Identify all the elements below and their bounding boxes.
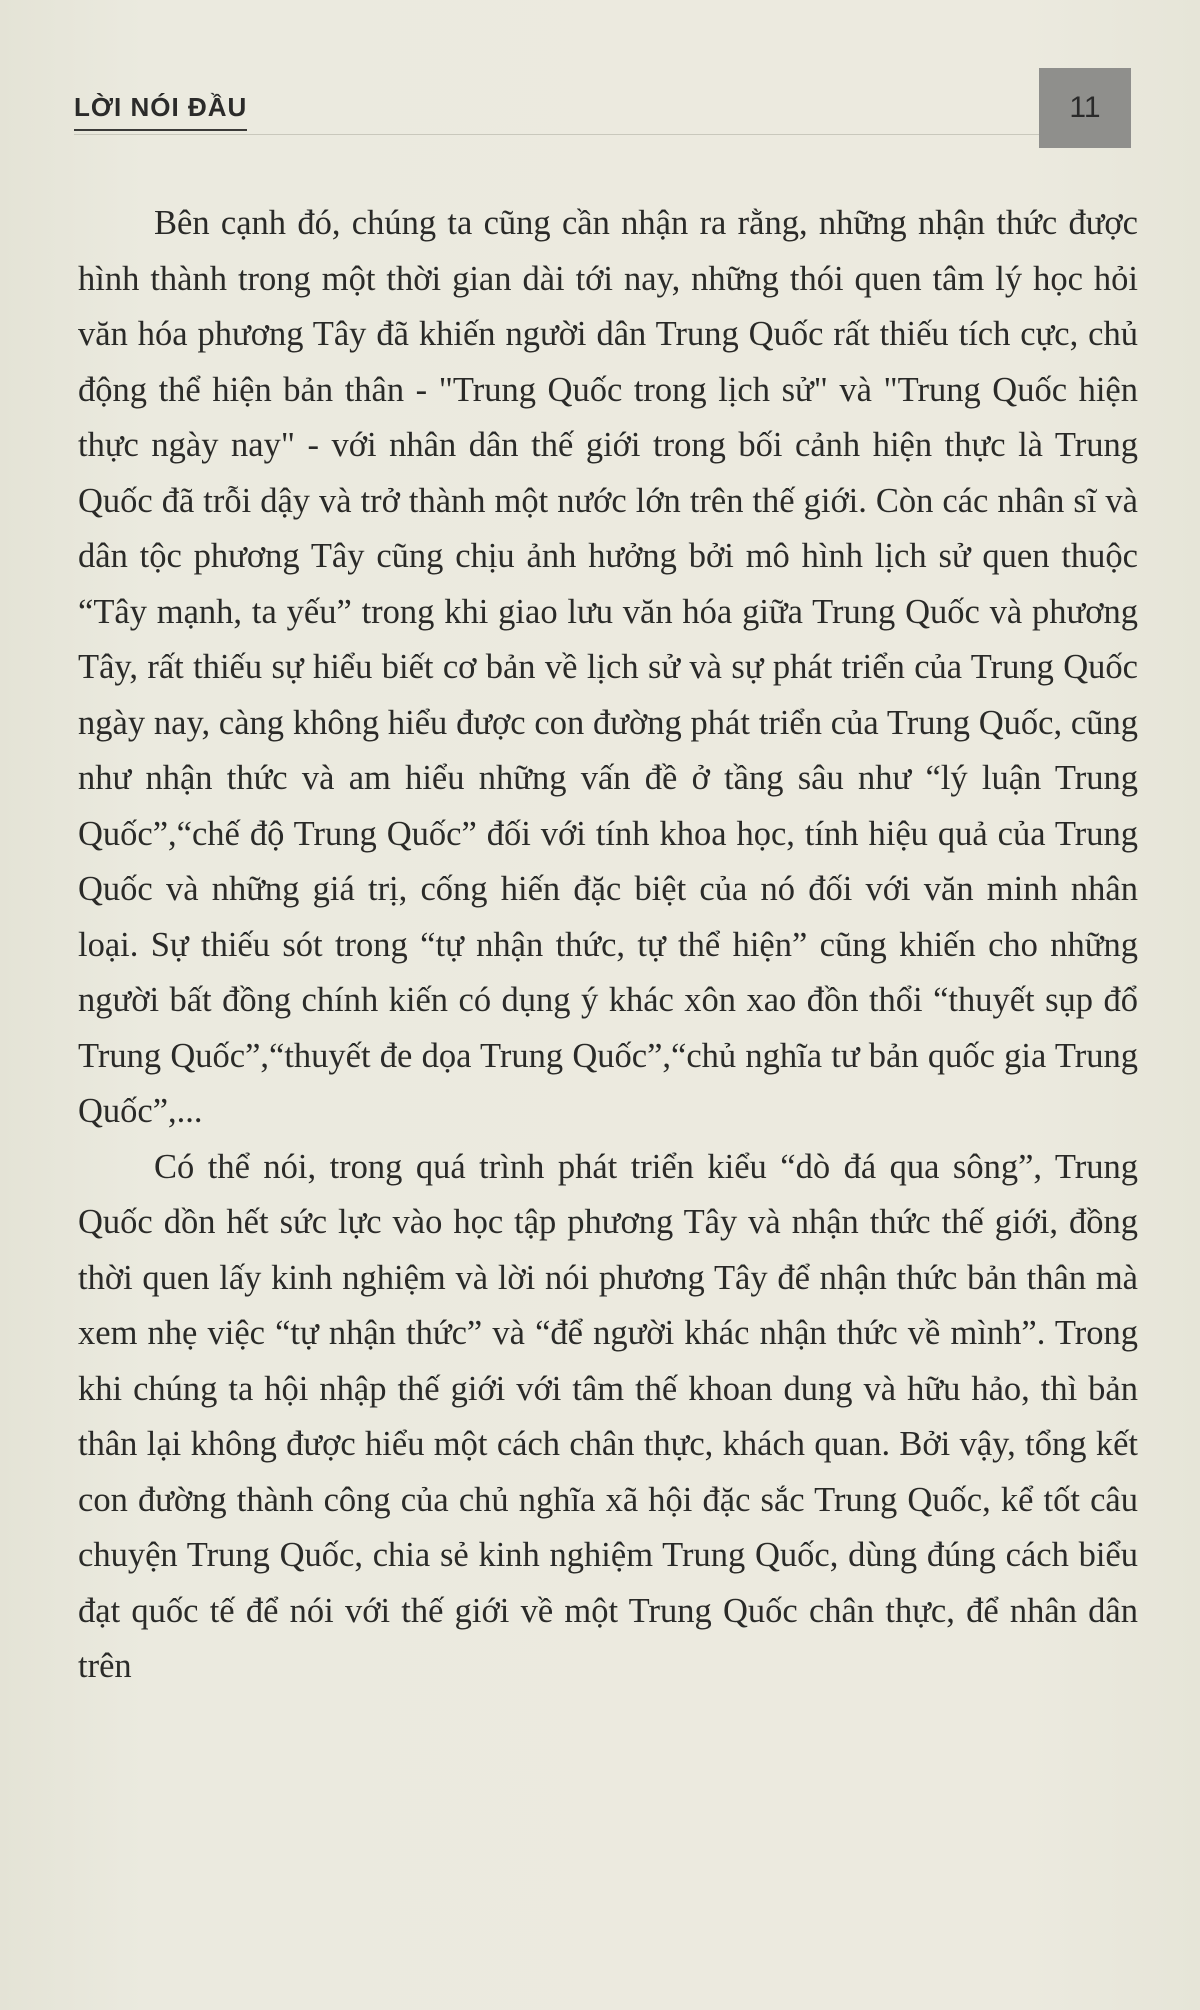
paragraph-2: Có thể nói, trong quá trình phát triển kiểu “dò đá qua sông”, Trung Quốc dồn hết sức lực vào học tập phương Tây và nhận thức thế giới, đồng thời quen lấy kinh nghiệm và lời nói phương Tây để nhận thức bản thân mà xem nhẹ việc “tự nhận thức” và “để người khác nhận thức về mình”. Trong khi chúng ta hội nhập thế giới với tâm thế khoan dung và hữu hảo, thì bản thân lại không được hiểu một cách chân thực, khách quan. Bởi vậy, tổng kết con đường thành công của chủ nghĩa xã hội đặc sắc Trung Quốc, kể tốt câu chuyện Trung Quốc, chia sẻ kinh nghiệm Trung Quốc, dùng đúng cách biểu đạt quốc tế để nói với thế giới về một Trung Quốc chân thực, để nhân dân trên bbox=[78, 1147, 1138, 1685]
body-text bbox=[78, 196, 1138, 1695]
page-number-box bbox=[1039, 68, 1131, 148]
paragraph-1: Bên cạnh đó, chúng ta cũng cần nhận ra rằng, những nhận thức được hình thành trong một thời gian dài tới nay, những thói quen tâm lý học hỏi văn hóa phương Tây đã khiến người dân Trung Quốc rất thiếu tích cực, chủ động thể hiện bản thân - "Trung Quốc trong lịch sử" và "Trung Quốc hiện thực ngày nay" - với nhân dân thế giới trong bối cảnh hiện thực là Trung Quốc đã trỗi dậy và trở thành một nước lớn trên thế giới. Còn các nhân sĩ và dân tộc phương Tây cũng chịu ảnh hưởng bởi mô hình lịch sử quen thuộc “Tây mạnh, ta yếu” trong khi giao lưu văn hóa giữa Trung Quốc và phương Tây, rất thiếu sự hiểu biết cơ bản về lịch sử và sự phát triển của Trung Quốc ngày nay, càng không hiểu được con đường phát triển của Trung Quốc, cũng như nhận thức và am hiểu những vấn đề ở tầng sâu như “lý luận Trung Quốc”,“chế độ Trung Quốc” đối với tính khoa học, tính hiệu quả của Trung Quốc và những giá trị, cống hiến đặc biệt của nó đối với văn minh nhân loại. Sự thiếu sót trong “tự nhận thức, tự thể hiện” cũng khiến cho những người bất đồng chính kiến có dụng ý khác xôn xao đồn thổi “thuyết sụp đổ Trung Quốc”,“thuyết đe dọa Trung Quốc”,“chủ nghĩa tư bản quốc gia Trung Quốc”,... bbox=[78, 204, 1138, 1130]
chapter-title: LỜI NÓI ĐẦU bbox=[74, 92, 247, 131]
page-number: 11 bbox=[1069, 91, 1101, 124]
header-divider bbox=[74, 134, 1044, 135]
page-header bbox=[0, 0, 1200, 160]
